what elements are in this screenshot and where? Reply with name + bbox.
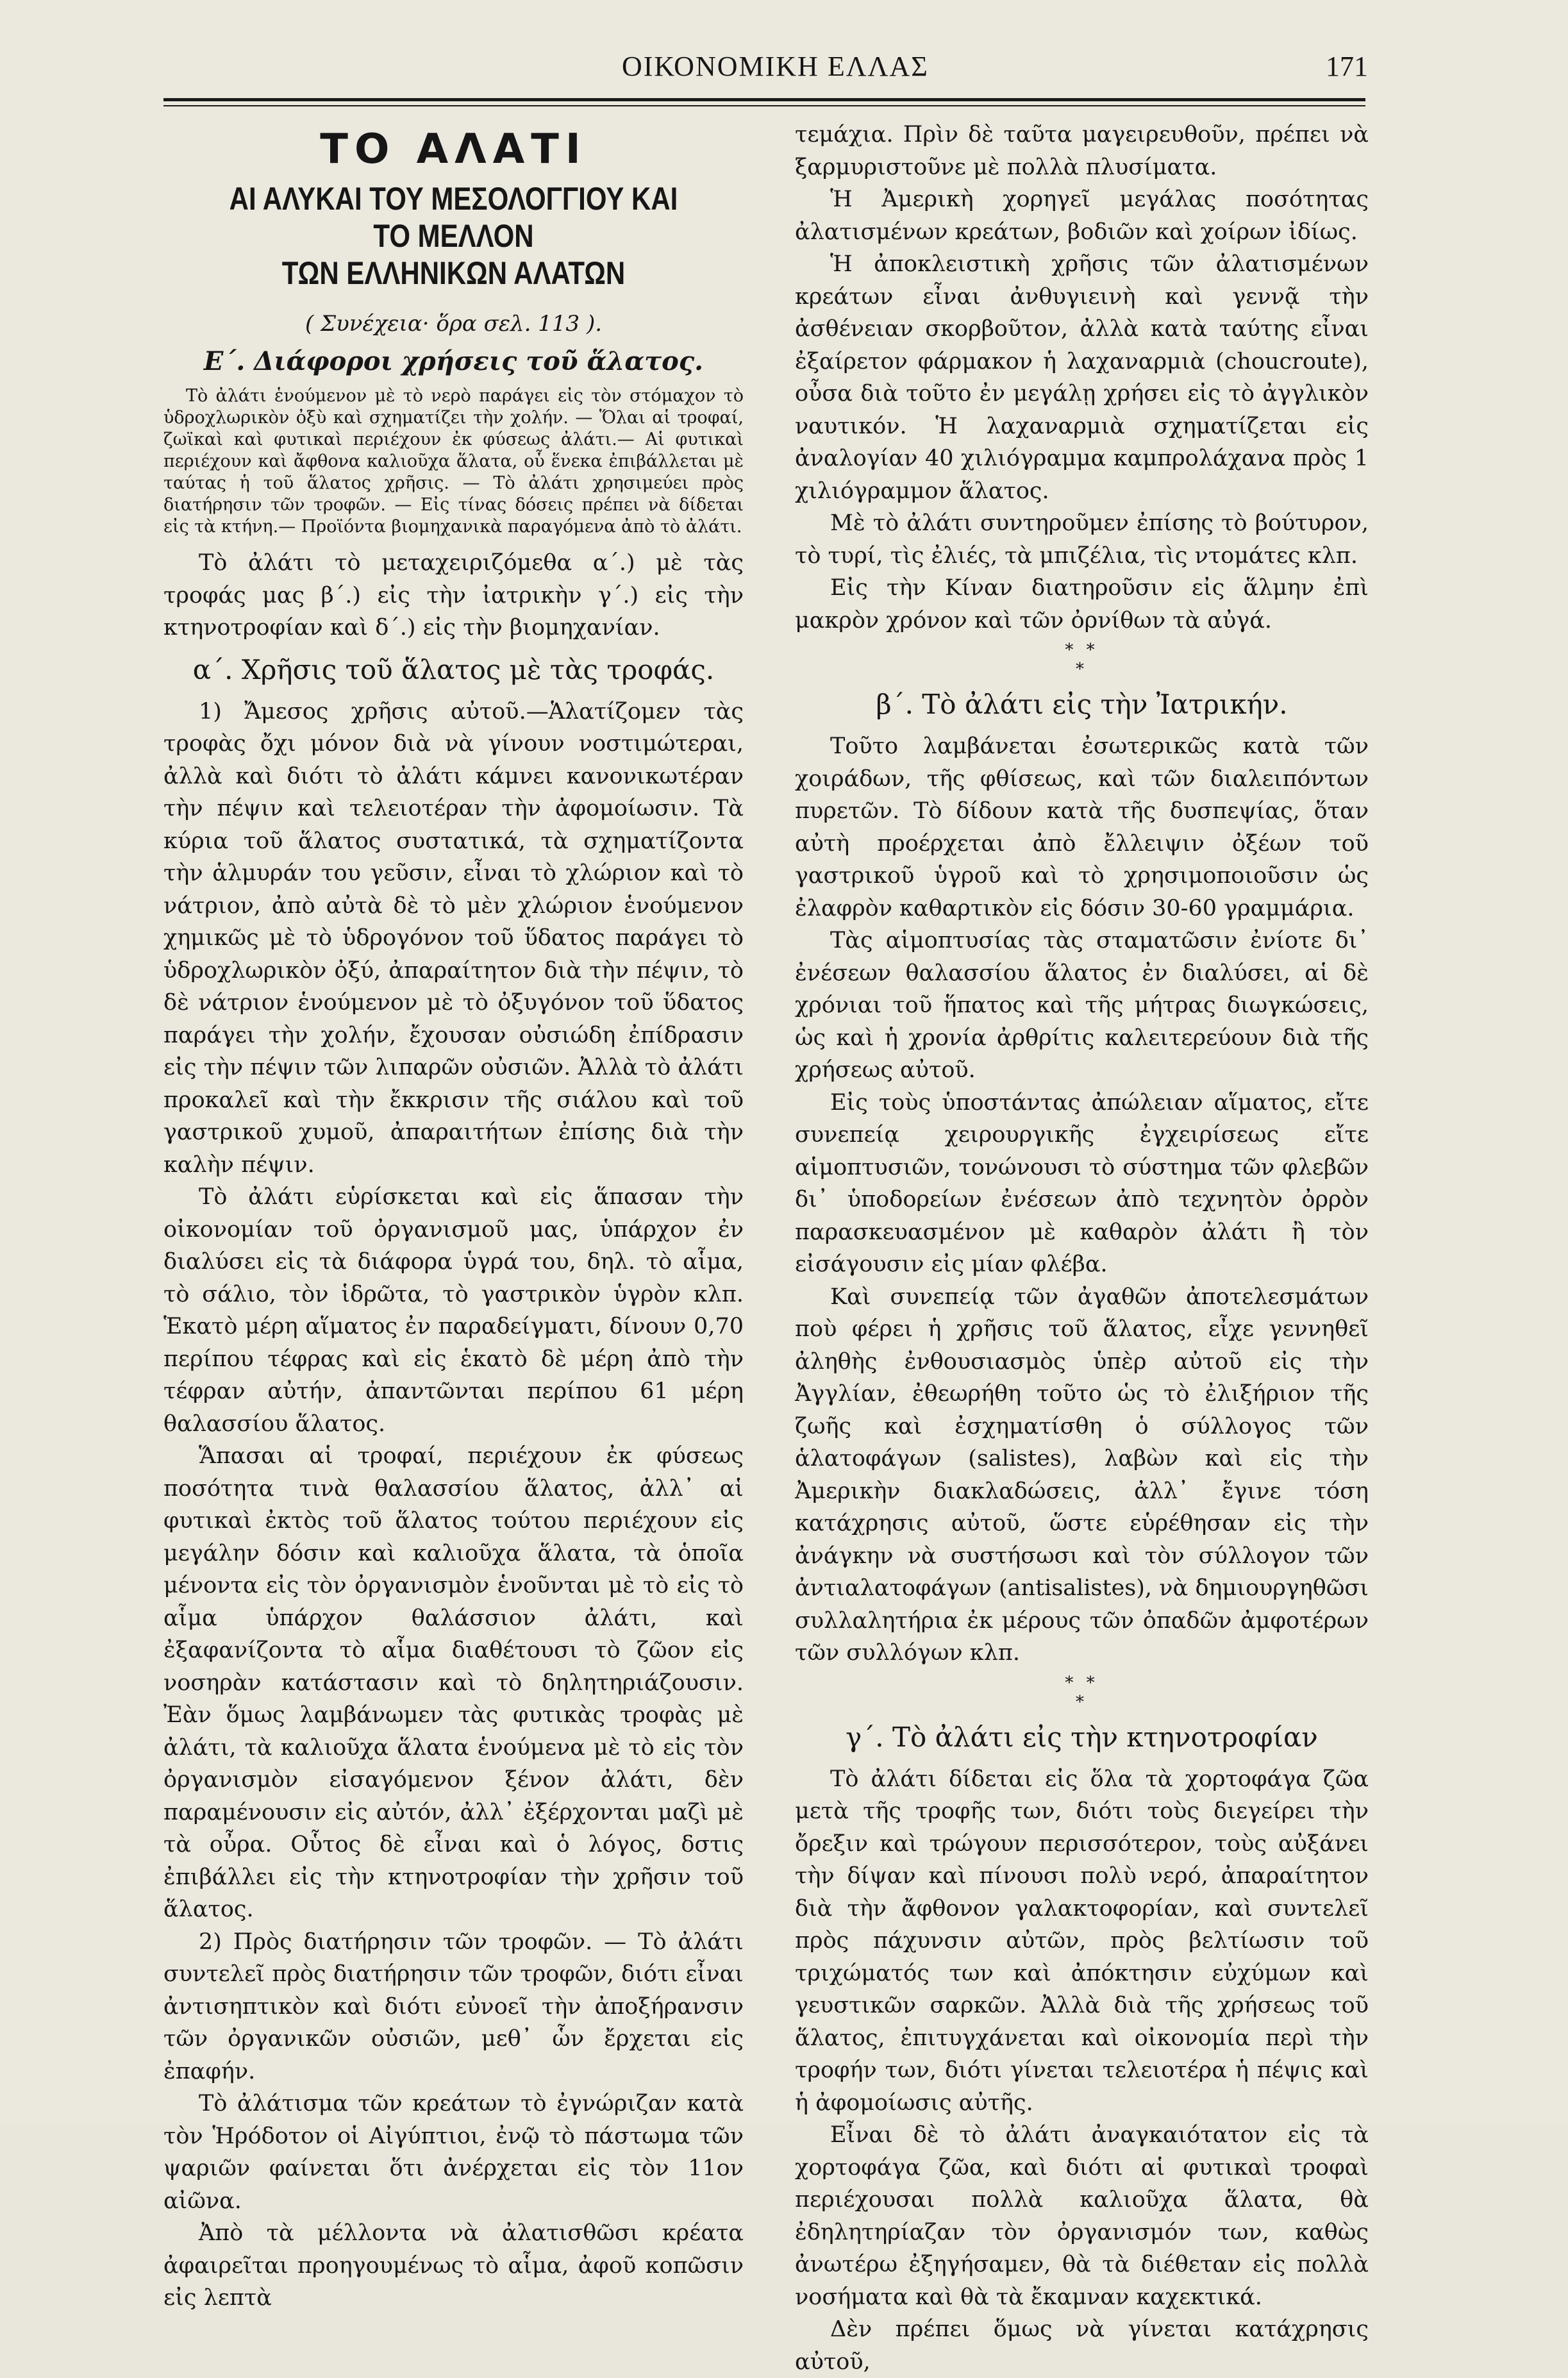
paragraph: Ἡ ἀποκλειστικὴ χρῆσις τῶν ἀλατισμένων κρεάτων εἶναι ἀνθυγιεινὴ καὶ γεννᾷ τὴν ἀσθένειαν σκορβοῦτον, ἀλλὰ κατὰ ταύτης εἶναι ἐξαίρετον φάρμακον ἡ λαχαναρμιὰ (choucroute), οὖσα διὰ τοῦτο ἐν μεγάλῃ χρήσει εἰς τὸ ἀγγλικὸν ναυτικόν. Ἡ λαχαναρμιὰ σχηματίζεται εἰς ἀναλογίαν 40 χιλιόγραμμα καμπρολάχανα πρὸς 1 χιλιόγραμμον ἅλατος. xyxy=(795,251,1369,504)
header-rule-thin xyxy=(163,105,1365,106)
paragraph: Εἰς τὴν Κίναν διατηροῦσιν εἰς ἅλμην ἐπὶ μακρὸν χρόνον καὶ τῶν ὀρνίθων τὰ αὐγά. xyxy=(795,575,1369,633)
page-header xyxy=(0,45,1568,90)
paragraph: Μὲ τὸ ἀλάτι συντηροῦμεν ἐπίσης τὸ βούτυρον, τὸ τυρί, τὶς ἐλιές, τὰ μπιζέλια, τὶς ντομάτες κλπ. xyxy=(795,510,1369,569)
paragraph: Δὲν πρέπει ὅμως νὰ γίνεται κατάχρησις αὐτοῦ, xyxy=(795,2316,1369,2375)
paragraph: 2) Πρὸς διατήρησιν τῶν τροφῶν. — Τὸ ἀλάτι συντελεῖ πρὸς διατήρησιν τῶν τροφῶν, διότι εἶναι ἀντισηπτικὸν καὶ διότι εὐνοεῖ τὴν ἀποξήρανσιν τῶν ὀργανικῶν οὐσιῶν, μεθ᾽ ὧν ἔρχεται εἰς ἐπαφήν. xyxy=(163,1929,744,2084)
paragraph: τεμάχια. Πρὶν δὲ ταῦτα μαγειρευθοῦν, πρέπει νὰ ξαρμυριστοῦνε μὲ πολλὰ πλυσίματα. xyxy=(795,122,1369,180)
paragraph: Τὸ ἀλάτι εὑρίσκεται καὶ εἰς ἅπασαν τὴν οἰκονομίαν τοῦ ὀργανισμοῦ μας, ὑπάρχον ἐν διαλύσει εἰς τὰ διάφορα ὑγρά του, δηλ. τὸ αἷμα, τὸ σάλιο, τὸν ἱδρῶτα, τὸ γαστρικὸν ὑγρὸν κλπ. Ἑκατὸ μέρη αἵματος ἐν παραδείγματι, δίνουν 0,70 περίπου τέφρας καὶ εἰς ἑκατὸ δὲ μέρη ἀπὸ τὴν τέφραν αὐτήν, ἀπαντῶνται περίπου 61 μέρη θαλασσίου ἅλατος. xyxy=(163,1184,744,1437)
paragraph: Ἅπασαι αἱ τροφαί, περιέχουν ἐκ φύσεως ποσότητα τινὰ θαλασσίου ἅλατος, ἀλλ᾽ αἱ φυτικαὶ ἐκτὸς τοῦ ἅλατος τούτου περιέχουν εἰς μεγάλην δόσιν καὶ καλιοῦχα ἅλατα, τὰ ὁποῖα μένοντα εἰς τὸν ὀργανισμὸν ἑνοῦνται μὲ τὸ εἰς τὸ αἷμα ὑπάρχον θαλάσσιον ἀλάτι, καὶ ἐξαφανίζοντα τὸ αἷμα διαθέτουσι τὸ ζῶον εἰς νοσηρὰν κατάστασιν καὶ τὸ δηλητηριάζουσιν. Ἐὰν ὅμως λαμβάνωμεν τὰς φυτικὰς τροφὰς μὲ ἀλάτι, τὰ καλιοῦχα ἅλατα ἑνούμενα μὲ τὸ εἰς τὸν ὀργανισμὸν εἰσαγόμενον ξένον ἀλάτι, δὲν παραμένουσιν εἰς αὐτόν, ἀλλ᾽ ἐξέρχονται μαζὶ μὲ τὰ οὖρα. Οὗτος δὲ εἶναι καὶ ὁ λόγος, δστις ἐπιβάλλει εἰς τὴν κτηνοτροφίαν τὴν χρῆσιν τοῦ ἅλατος. xyxy=(163,1443,744,1922)
article-subtitle-line1: ΑΙ ΑΛΥΚΑΙ ΤΟΥ ΜΕΣΟΛΟΓΓΙΟΥ ΚΑΙ ΤΟ ΜΕΛΛΟΝ xyxy=(229,181,678,254)
header-rule xyxy=(163,98,1365,101)
summary-text: Τὸ ἀλάτι ἑνούμενον μὲ τὸ νερὸ παράγει εἰς τὸν στόμαχον τὸ ὑδροχλωρικὸν ὀξὺ καὶ σχηματίζει τὴν χολήν. — Ὅλαι αἱ τροφαί, ζωϊκαὶ καὶ φυτικαὶ περιέχουν ἐκ φύσεως ἀλάτι.— Αἱ φυτικαὶ περιέχουν καὶ ἄφθονα καλιοῦχα ἅλατα, οὗ ἕνεκα ἐπιβάλλεται μὲ ταύτας ἡ τοῦ ἅλατος χρῆσις. — Τὸ ἀλάτι χρησιμεύει πρὸς διατήρησιν τῶν τροφῶν. — Εἰς τίνας δόσεις πρέπει νὰ δίδεται εἰς τὰ κτήνη.— Προϊόντα βιομηχανικὰ παραγόμενα ἀπὸ τὸ ἀλάτι. xyxy=(163,386,744,537)
paragraph: Ἡ Ἀμερικὴ χορηγεῖ μεγάλας ποσότητας ἀλατισμένων κρεάτων, βοδιῶν καὶ χοίρων ἰδίως. xyxy=(795,187,1369,245)
paragraph: Τὸ ἀλάτι τὸ μεταχειριζόμεθα α΄.) μὲ τὰς τροφάς μας β΄.) εἰς τὴν ἰατρικὴν γ΄.) εἰς τὴν κτηνοτροφίαν καὶ δ΄.) εἰς τὴν βιομηχανίαν. xyxy=(163,550,744,641)
subheading-b: β΄. Τὸ ἀλάτι εἰς τὴν Ἰατρικήν. xyxy=(876,689,1288,720)
section-summary xyxy=(163,385,744,538)
paragraph: 1) Ἄμεσος χρῆσις αὐτοῦ.—Ἁλατίζομεν τὰς τροφὰς ὄχι μόνον διὰ νὰ γίνουν νοστιμώτεραι, ἀλλὰ καὶ διότι τὸ ἀλάτι κάμνει κανονικωτέραν τὴν πέψιν καὶ τελειοτέραν τὴν ἀφομοίωσιν. Τὰ κύρια τοῦ ἅλατος συστατικά, τὰ σχηματίζοντα τὴν ἁλμυράν του γεῦσιν, εἶναι τὸ χλώριον καὶ τὸ νάτριον, ἀπὸ αὐτὰ δὲ τὸ μὲν χλώριον ἑνούμενον χημικῶς μὲ τὸ ὑδρογόνον τοῦ ὕδατος παράγει τὸ ὑδροχλωρικὸν ὀξύ, ἀπαραίτητον διὰ τὴν πέψιν, τὸ δὲ νάτριον ἑνούμενον μὲ τὸ ὀξυγόνον τοῦ ὕδατος παράγει τὴν χολήν, ἔχουσαν οὐσιώδη ἐπίδρασιν εἰς τὴν πέψιν τῶν λιπαρῶν οὐσιῶν. Ἀλλὰ τὸ ἀλάτι προκαλεῖ καὶ τὴν ἔκκρισιν τῆς σιάλου καὶ τοῦ γαστρικοῦ χυμοῦ, ἀπαραιτήτων ἐπίσης διὰ τὴν καλὴν πέψιν. xyxy=(163,698,744,1178)
section-separator: * * * xyxy=(1065,641,1099,679)
paragraph: Τὸ ἀλάτισμα τῶν κρεάτων τὸ ἐγνώριζαν κατὰ τὸν Ἡρόδοτον οἱ Αἰγύπτιοι, ἐνῷ τὸ πάστωμα τῶν ψαριῶν φαίνεται ὅτι ἀνέρχεται εἰς τὸν 11ον αἰῶνα. xyxy=(163,2091,744,2214)
article-title: ΤΟ ΑΛΑΤΙ xyxy=(320,126,587,173)
paragraph: Ἀπὸ τὰ μέλλοντα νὰ ἀλατισθῶσι κρέατα ἀφαιρεῖται προηγουμένως τὸ αἷμα, ἀφοῦ κοπῶσιν εἰς λεπτὰ xyxy=(163,2220,744,2311)
paragraph: Τὰς αἱμοπτυσίας τὰς σταματῶσιν ἐνίοτε δι᾽ ἐνέσεων θαλασσίου ἅλατος ἐν διαλύσει, αἱ δὲ χρόνιαι τοῦ ἥπατος καὶ τῆς μήτρας διωγκώσεις, ὡς καὶ ἡ χρονία ἀρθρίτις καλειτερεύουν διὰ τῆς χρήσεως αὐτοῦ. xyxy=(795,928,1369,1083)
paragraph: Τοῦτο λαμβάνεται ἐσωτερικῶς κατὰ τῶν χοιράδων, τῆς φθίσεως, καὶ τῶν διαλειπόντων πυρετῶν. Τὸ δίδουν κατὰ τῆς δυσπεψίας, ὅταν αὐτὴ προέρχεται ἀπὸ ἔλλειψιν ὀξέων τοῦ γαστρικοῦ ὑγροῦ καὶ τὸ χρησιμοποιοῦσιν ὡς ἐλαφρὸν καθαρτικὸν εἰς δόσιν 30-60 γραμμάρια. xyxy=(795,733,1369,921)
subheading-c: γ΄. Τὸ ἀλάτι εἰς τὴν κτηνοτροφίαν xyxy=(846,1721,1318,1753)
left-column xyxy=(163,119,744,2315)
section-heading: Ε΄. Διάφοροι χρήσεις τοῦ ἅλατος. xyxy=(203,346,704,376)
section-separator: * * * xyxy=(1065,1673,1099,1712)
right-column xyxy=(795,119,1369,2378)
continuation-note: ( Συνέχεια· ὅρα σελ. 113 ). xyxy=(304,311,603,337)
subheading-a: α΄. Χρῆσις τοῦ ἅλατος μὲ τὰς τροφάς. xyxy=(192,653,715,685)
paragraph: Εἰς τοὺς ὑποστάντας ἀπώλειαν αἵματος, εἴτε συνεπείᾳ χειρουργικῆς ἐγχειρίσεως εἴτε αἱμοπτυσιῶν, τονώνουσι τὸ σύστημα τῶν φλεβῶν δι᾽ ὑποδορείων ἐνέσεων ἀπὸ τεχνητὸν ὀρρὸν παρασκευασμένον μὲ καθαρὸν ἀλάτι ἢ τὸν εἰσάγουσιν εἰς μίαν φλέβα. xyxy=(795,1089,1369,1277)
article-subtitle-line2: ΤΩΝ ΕΛΛΗΝΙΚΩΝ ΑΛΑΤΩΝ xyxy=(281,255,626,291)
running-title: ΟΙΚΟΝΟΜΙΚΗ ΕΛΛΑΣ xyxy=(622,51,929,82)
paragraph: Εἶναι δὲ τὸ ἀλάτι ἀναγκαιότατον εἰς τὰ χορτοφάγα ζῶα, καὶ διότι αἱ φυτικαὶ τροφαὶ περιέχουσαι πολλὰ καλιοῦχα ἅλατα, θὰ ἐδηλητηρίαζαν τὸν ὀργανισμόν των, καθὼς ἀνωτέρω ἐξηγήσαμεν, θὰ τὰ διέθεταν εἰς πολλὰ νοσήματα καὶ θὰ τὰ ἔκαμναν καχεκτικά. xyxy=(795,2122,1369,2310)
page-number: 171 xyxy=(1326,51,1368,82)
paragraph: Τὸ ἀλάτι δίδεται εἰς ὅλα τὰ χορτοφάγα ζῶα μετὰ τῆς τροφῆς των, διότι τοὺς διεγείρει τὴν ὄρεξιν καὶ τρώγουν περισσότερον, τοὺς αὐξάνει τὴν δίψαν καὶ πίνουσι πολὺ νερό, ἀπαραίτητον διὰ τὴν ἄφθονον γαλακτοφορίαν, καὶ συντελεῖ πρὸς πάχυνσιν αὐτῶν, πρὸς βελτίωσιν τοῦ τριχώματός των καὶ ἀπόκτησιν εὐχύμων καὶ γευστικῶν σαρκῶν. Ἀλλὰ διὰ τῆς χρήσεως τοῦ ἅλατος, ἐπιτυγχάνεται καὶ οἰκονομία περὶ τὴν τροφήν των, διότι γίνεται τελειοτέρα ἡ πέψις καὶ ἡ ἀφομοίωσις αὐτῆς. xyxy=(795,1766,1369,2116)
paragraph: Καὶ συνεπείᾳ τῶν ἀγαθῶν ἀποτελεσμάτων ποὺ φέρει ἡ χρῆσις τοῦ ἅλατος, εἶχε γεννηθεῖ ἀληθὴς ἐνθουσιασμὸς ὑπὲρ αὐτοῦ εἰς τὴν Ἀγγλίαν, ἐθεωρήθη τοῦτο ὡς τὸ ἐλιξήριον τῆς ζωῆς καὶ ἐσχηματίσθη ὁ σύλλογος τῶν ἁλατοφάγων (salistes), λαβὼν καὶ εἰς τὴν Ἀμερικὴν διακλαδώσεις, ἀλλ᾽ ἔγινε τόση κατάχρησις αὐτοῦ, ὥστε εὑρέθησαν εἰς τὴν ἀνάγκην νὰ συστήσωσι καὶ τὸν σύλλογον τῶν ἀντιαλατοφάγων (antisalistes), νὰ δημιουργηθῶσι συλλαλητήρια ἐκ μέρους τῶν ὀπαδῶν ἀμφοτέρων τῶν συλλόγων κλπ. xyxy=(795,1284,1369,1666)
